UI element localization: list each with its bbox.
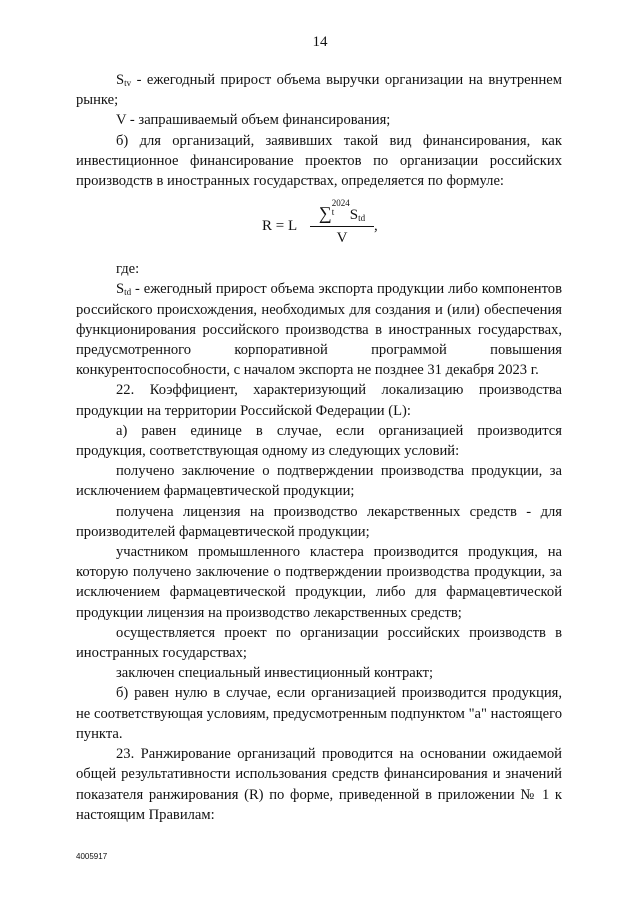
paragraph-condition-1: получено заключение о подтверждении производства продукции, за исключением фармацевтической продукции; [76,463,562,500]
formula-term: S [349,207,359,224]
sum-lower-limit: t [331,207,335,218]
sum-upper-limit: 2024 [331,198,350,209]
paragraph-std-definition [76,279,562,380]
formula [76,197,562,259]
formula-denominator: V [336,230,348,247]
formula-comma: , [374,218,378,235]
document-code: 4005917 [76,852,108,861]
symbol: S [116,281,125,298]
formula-fraction [310,199,374,248]
document-body [76,70,562,825]
page-number: 14 [312,34,328,50]
symbol-subscript: tv [124,78,132,88]
paragraph-condition-5: заключен специальный инвестиционный контракт; [116,665,434,682]
paragraph-subpoint-b-zero: б) равен нулю в случае, если организацией производится продукция, не соответствующая условиям, предусмотренным подпунктом "а" настоящего пункта. [76,685,562,742]
paragraph-subpoint-a: а) равен единице в случае, если организацией производится продукция, соответствующая одному из следующих условий: [76,422,562,460]
sum-symbol: ∑ [318,203,332,224]
sum-limits [332,199,350,217]
formula-left-side: R = L [262,218,298,235]
formula-numerator [310,199,374,227]
paragraph-stv-definition [76,70,562,110]
paragraph-condition-2: получена лицензия на производство лекарственных средств - для производителей фармацевтической продукции; [76,503,562,540]
paragraph-text: - ежегодный прирост объема выручки организации на внутреннем рынке; [76,72,562,109]
paragraph-point-22: 22. Коэффициент, характеризующий локализацию производства продукции на территории Российской Федерации (L): [76,382,562,419]
paragraph-v-definition: V - запрашиваемый объем финансирования; [116,112,391,129]
symbol: S [116,72,125,88]
paragraph-where: где: [116,261,140,278]
paragraph-point-23: 23. Ранжирование организаций проводится на основании ожидаемой общей результативности использования средств финансирования и значений показателя ранжирования (R) по форме, приведенной в приложении № 1 к настоящим Правилам: [76,746,562,823]
formula-term-subscript: td [358,213,366,224]
paragraph-condition-4: осуществляется проект по организации российских производств в иностранных государствах; [76,624,562,662]
paragraph-condition-3: участником промышленного кластера производится продукция, на которую получено заключение о подтверждении производства продукции, за исключением фармацевтической продукции, либо для фармацевтической продукции лицензия на производство лекарственных средств; [76,544,562,621]
symbol-subscript: td [124,287,132,298]
paragraph-text: - ежегодный прирост объема экспорта продукции либо компонентов российского происхождения, необходимых для создания и (или) обеспечения функционирования российского производства в иностранных государствах, предусмотренного корпоративной программой повышения конкурентоспособности, с началом экспорта не позднее 31 декабря 2023 г. [76,281,562,379]
paragraph-subpoint-b: б) для организаций, заявивших такой вид финансирования, как инвестиционное финансирование проектов по организации российских производств в иностранных государствах, определяется по формуле: [76,132,562,190]
